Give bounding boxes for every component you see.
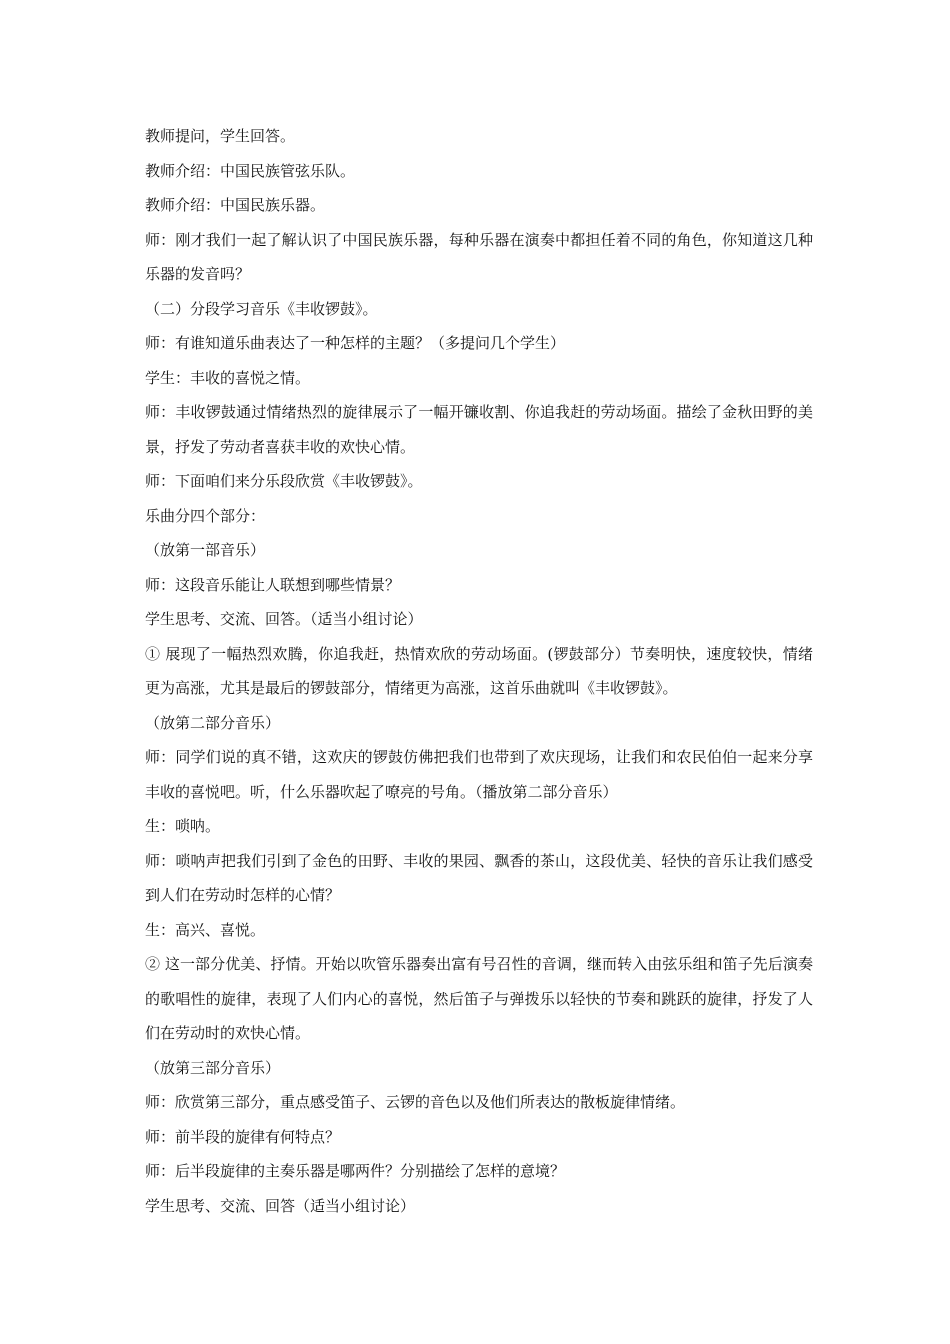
paragraph: 生：唢呐。 [145, 817, 221, 835]
paragraph: （放第一部音乐） [145, 541, 266, 559]
text-line: 教师介绍：中国民族管弦乐队。 [145, 161, 356, 180]
paragraph: 师：有谁知道乐曲表达了一种怎样的主题？（多提问几个学生） [145, 334, 566, 352]
paragraph: 师：欣赏第三部分，重点感受笛子、云锣的音色以及他们所表达的散板旋律情绪。 [145, 1093, 686, 1111]
paragraph: 师：后半段旋律的主奏乐器是哪两件？分别描绘了怎样的意境？ [145, 1162, 566, 1180]
paragraph: 学生思考、交流、回答（适当小组讨论） [145, 1196, 416, 1215]
paragraph: （放第二部分音乐） [145, 713, 281, 732]
paragraph: 师：这段音乐能让人联想到哪些情景？ [145, 575, 401, 594]
paragraph: 学生：丰收的喜悦之情。 [145, 368, 311, 387]
text-line: 教师提问，学生回答。 [145, 127, 296, 145]
paragraph: 师：唢呐声把我们引到了金色的田野、丰收的果园、飘香的茶山，这段优美、轻快的音乐让我们感受到人们在劳动时怎样的心情？ [145, 851, 813, 904]
paragraph: 生：高兴、喜悦。 [145, 920, 266, 939]
paragraph: 师：前半段的旋律有何特点？ [145, 1127, 341, 1146]
paragraph: （放第三部分音乐） [145, 1058, 281, 1077]
paragraph: 师：同学们说的真不错，这欢庆的锣鼓仿佛把我们也带到了欢庆现场，让我们和农民伯伯一起来分享丰收的喜悦吧。听，什么乐器吹起了嘹亮的号角。（播放第二部分音乐） [145, 748, 813, 801]
paragraph: ② 这一部分优美、抒情。开始以吹管乐器奏出富有号召性的音调，继而转入由弦乐组和笛子先后演奏的歌唱性的旋律，表现了人们内心的喜悦，然后笛子与弹拨乐以轻快的节奏和跳跃的旋律，抒发了人们在劳动时的欢快心情。 [145, 955, 813, 1042]
paragraph: 师：刚才我们一起了解认识了中国民族乐器，每种乐器在演奏中都担任着不同的角色，你知道这几种乐器的发音吗？ [145, 230, 813, 283]
paragraph: 乐曲分四个部分： [145, 506, 266, 525]
text-line: 教师介绍：中国民族乐器。 [145, 196, 326, 214]
paragraph: 师：下面咱们来分乐段欣赏《丰收锣鼓》。 [145, 472, 423, 490]
section-heading: （二）分段学习音乐《丰收锣鼓》。 [145, 299, 378, 318]
paragraph: 学生思考、交流、回答。（适当小组讨论） [145, 610, 423, 628]
paragraph: ① 展现了一幅热烈欢腾，你追我赶，热情欢欣的劳动场面。(锣鼓部分）节奏明快，速度较快，情绪更为高涨，尤其是最后的锣鼓部分，情绪更为高涨，这首乐曲就叫《丰收锣鼓》。 [145, 644, 813, 697]
document-body [145, 119, 813, 1223]
paragraph: 师：丰收锣鼓通过情绪热烈的旋律展示了一幅开镰收割、你追我赶的劳动场面。描绘了金秋田野的美景，抒发了劳动者喜获丰收的欢快心情。 [145, 403, 813, 456]
